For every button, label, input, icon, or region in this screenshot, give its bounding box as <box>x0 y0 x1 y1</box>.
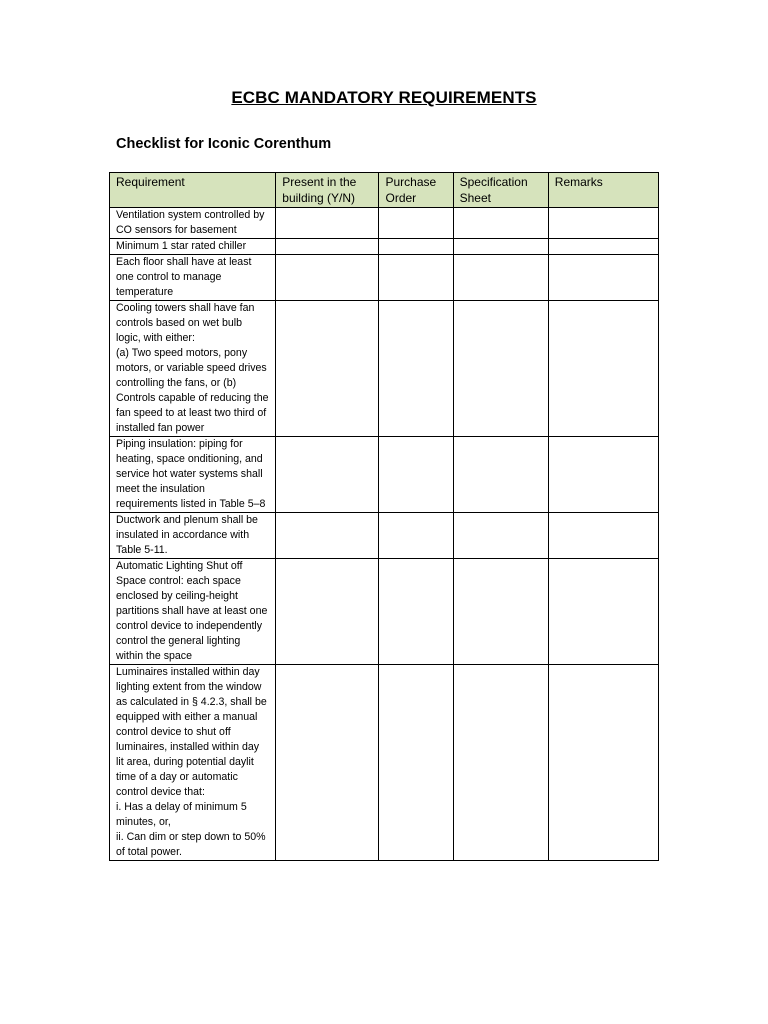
requirement-cell <box>110 239 276 255</box>
present-cell[interactable] <box>276 665 379 861</box>
specification-sheet-cell[interactable] <box>453 437 548 513</box>
table-row <box>110 513 659 559</box>
header-requirement: Requirement <box>110 173 276 208</box>
table-row <box>110 301 659 437</box>
table-header-row <box>110 173 659 208</box>
requirement-cell <box>110 513 276 559</box>
requirement-cell <box>110 255 276 301</box>
requirement-text: Each floor shall have at least one control to manage temperature <box>116 256 252 298</box>
requirement-text: Ventilation system controlled by CO sensors for basement <box>116 209 265 236</box>
purchase-order-cell[interactable] <box>379 301 453 437</box>
specification-sheet-cell[interactable] <box>453 513 548 559</box>
requirement-text: Minimum 1 star rated chiller <box>116 240 247 252</box>
purchase-order-cell[interactable] <box>379 437 453 513</box>
purchase-order-cell[interactable] <box>379 513 453 559</box>
requirement-cell <box>110 665 276 861</box>
remarks-cell[interactable] <box>548 513 658 559</box>
requirement-text: Piping insulation: piping for heating, space onditioning, and service hot water systems shall meet the insulation requirements listed in Table 5–8 <box>116 438 266 510</box>
requirement-text: ii. Can dim or step down to 50% of total power. <box>116 831 266 858</box>
header-remarks: Remarks <box>548 173 658 208</box>
remarks-cell[interactable] <box>548 301 658 437</box>
table-body <box>110 208 659 861</box>
present-cell[interactable] <box>276 513 379 559</box>
purchase-order-cell[interactable] <box>379 239 453 255</box>
remarks-cell[interactable] <box>548 255 658 301</box>
remarks-cell[interactable] <box>548 559 658 665</box>
requirement-text: Automatic Lighting Shut off Space control: each space enclosed by ceiling-height partitions shall have at least one control device to independently control the general lighting within the space <box>116 560 268 662</box>
present-cell[interactable] <box>276 255 379 301</box>
purchase-order-cell[interactable] <box>379 255 453 301</box>
specification-sheet-cell[interactable] <box>453 255 548 301</box>
present-cell[interactable] <box>276 208 379 239</box>
requirement-text: Cooling towers shall have fan controls based on wet bulb logic, with either: <box>116 302 255 344</box>
present-cell[interactable] <box>276 301 379 437</box>
purchase-order-cell[interactable] <box>379 665 453 861</box>
remarks-cell[interactable] <box>548 437 658 513</box>
table-row <box>110 437 659 513</box>
table-row <box>110 255 659 301</box>
header-present-in-building: Present in the building (Y/N) <box>276 173 379 208</box>
requirements-table <box>109 172 659 861</box>
table-row <box>110 559 659 665</box>
requirement-text: (a) Two speed motors, pony motors, or variable speed drives controlling the fans, or (b) Controls capable of reducing the fan speed to at least two third of installed fan power <box>116 347 269 434</box>
table-row <box>110 665 659 861</box>
remarks-cell[interactable] <box>548 665 658 861</box>
purchase-order-cell[interactable] <box>379 559 453 665</box>
present-cell[interactable] <box>276 239 379 255</box>
specification-sheet-cell[interactable] <box>453 301 548 437</box>
remarks-cell[interactable] <box>548 208 658 239</box>
requirement-cell <box>110 559 276 665</box>
header-specification-sheet: Specification Sheet <box>453 173 548 208</box>
requirement-cell <box>110 301 276 437</box>
requirement-cell <box>110 208 276 239</box>
present-cell[interactable] <box>276 437 379 513</box>
requirement-text: Ductwork and plenum shall be insulated in accordance with Table 5-11. <box>116 514 258 556</box>
requirement-cell <box>110 437 276 513</box>
specification-sheet-cell[interactable] <box>453 665 548 861</box>
header-purchase-order: Purchase Order <box>379 173 453 208</box>
requirement-text: Luminaires installed within day lighting extent from the window as calculated in § 4.2.3, shall be equipped with either a manual control device to shut off luminaires, installed within day lit area, during potential daylit time of a day or automatic control device that: <box>116 666 267 798</box>
specification-sheet-cell[interactable] <box>453 208 548 239</box>
document-title: ECBC MANDATORY REQUIREMENTS <box>231 88 537 107</box>
specification-sheet-cell[interactable] <box>453 559 548 665</box>
remarks-cell[interactable] <box>548 239 658 255</box>
table-row <box>110 239 659 255</box>
purchase-order-cell[interactable] <box>379 208 453 239</box>
table-row <box>110 208 659 239</box>
present-cell[interactable] <box>276 559 379 665</box>
specification-sheet-cell[interactable] <box>453 239 548 255</box>
checklist-subtitle: Checklist for Iconic Corenthum <box>116 136 332 152</box>
requirement-text: i. Has a delay of minimum 5 minutes, or, <box>116 801 247 828</box>
